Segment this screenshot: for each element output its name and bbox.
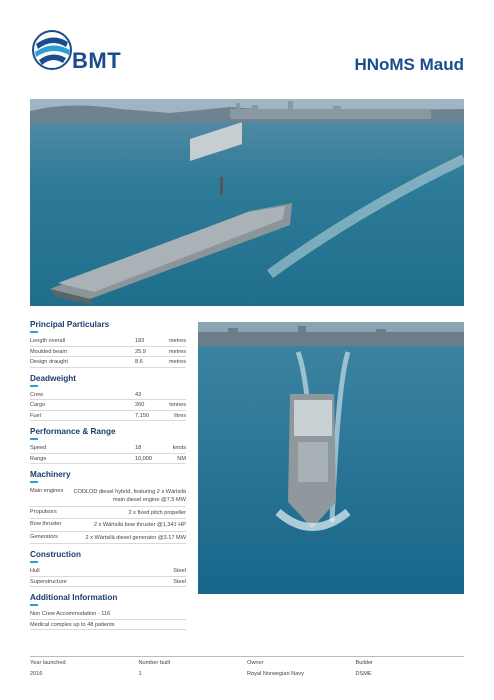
info-line: Non Crew Accommodation - 116 bbox=[30, 609, 186, 620]
section-accent bbox=[30, 481, 38, 483]
page-title: HNoMS Maud bbox=[354, 55, 464, 74]
spec-row: Main engines CODLOD diesel hybrid, featuring 2 x Wärtsilä main diesel engine @7.5 MW bbox=[30, 486, 186, 507]
spec-row: Cargo 260 tonnes bbox=[30, 400, 186, 411]
spec-row: Propulsors 2 x fixed pitch propeller bbox=[30, 507, 186, 520]
additional-heading: Additional Information bbox=[30, 593, 118, 602]
section-accent bbox=[30, 561, 38, 563]
section-accent bbox=[30, 438, 38, 440]
spec-row: Superstructure Steel bbox=[30, 577, 186, 588]
spec-row: Moulded beam 25.9 metres bbox=[30, 347, 186, 358]
brand-name: BMT bbox=[72, 48, 122, 73]
spec-row: Crew 43 bbox=[30, 390, 186, 401]
spec-row: Generators 2 x Wärtsilä diesel generator @3.17 MW bbox=[30, 532, 186, 545]
spec-row: Fuel 7,150 litres bbox=[30, 411, 186, 422]
deadweight-heading: Deadweight bbox=[30, 373, 76, 383]
footer-divider bbox=[30, 656, 464, 657]
ship-bow-photo bbox=[198, 322, 464, 594]
section-accent bbox=[30, 331, 38, 333]
section-accent bbox=[30, 604, 38, 606]
performance-heading: Performance & Range bbox=[30, 427, 116, 436]
footer bbox=[30, 660, 464, 677]
info-line: Medical complex up to 48 patients bbox=[30, 620, 186, 631]
spec-row: Hull Steel bbox=[30, 566, 186, 577]
specifications bbox=[30, 320, 186, 630]
construction-heading: Construction bbox=[30, 550, 81, 559]
spec-row: Design draught 8.6 metres bbox=[30, 357, 186, 368]
principal-heading: Principal Particulars bbox=[30, 320, 110, 329]
footer-number-built: Number built 1 bbox=[138, 660, 171, 677]
spec-row: Speed 18 knots bbox=[30, 443, 186, 454]
footer-builder: Builder DSME bbox=[355, 660, 373, 677]
section-accent bbox=[30, 385, 38, 387]
spec-row: Range 10,000 NM bbox=[30, 454, 186, 465]
machinery-heading: Machinery bbox=[30, 470, 71, 479]
ship-aerial-photo bbox=[30, 99, 464, 306]
spec-row: Bow thruster 2 x Wärtsilä bow thruster @1,341 HP bbox=[30, 519, 186, 532]
footer-owner: Owner Royal Norwegian Navy bbox=[247, 660, 304, 677]
footer-year: Year launched 2016 bbox=[30, 660, 66, 677]
spec-row: Length overall 183 metres bbox=[30, 336, 186, 347]
